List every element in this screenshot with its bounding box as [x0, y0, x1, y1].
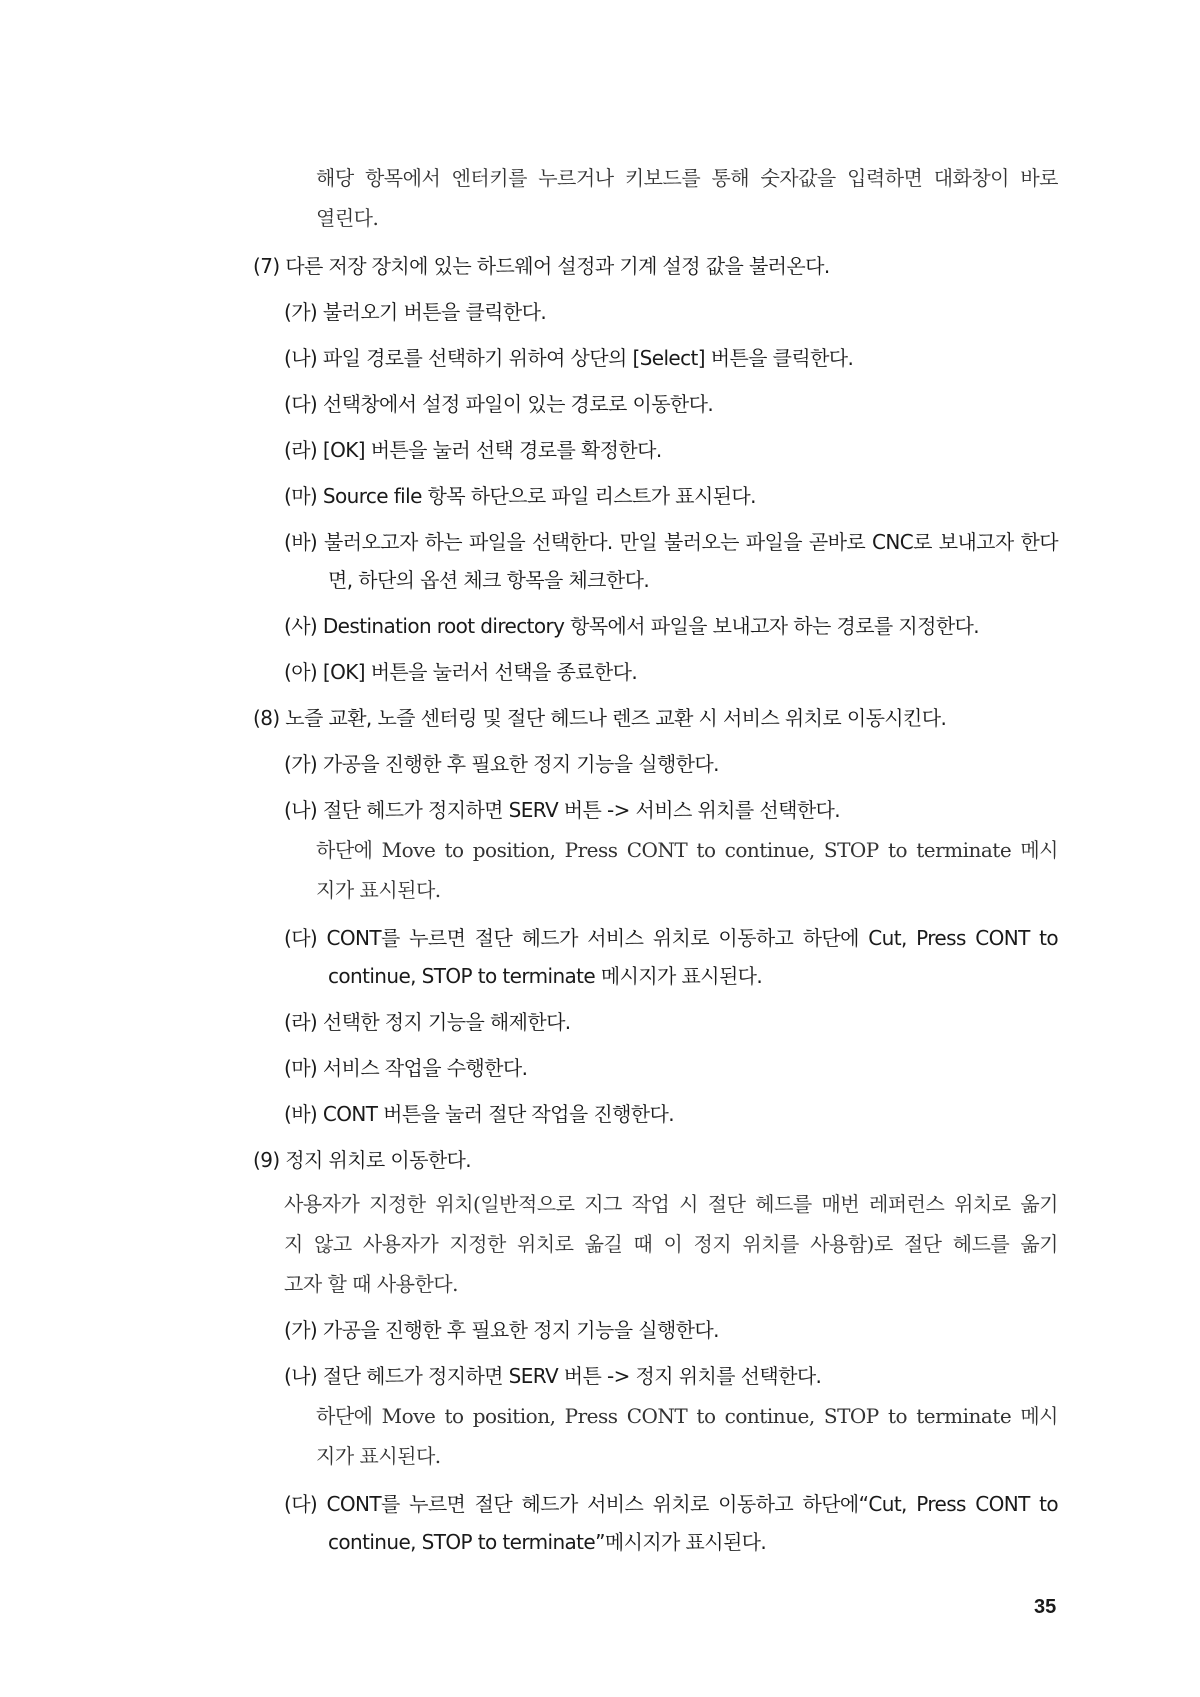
- text-line: (가) 가공을 진행한 후 필요한 정지 기능을 실행한다.: [284, 1318, 719, 1342]
- text-line: 지가 표시된다.: [316, 1444, 441, 1468]
- text-line: 하단에 Move to position, Press CONT to continue, STOP to terminate 메시: [316, 838, 1058, 862]
- text-line: 해당 항목에서 엔터키를 누르거나 키보드를 통해 숫자값을 입력하면 대화창이 바로: [316, 166, 1058, 190]
- text-line: (가) 가공을 진행한 후 필요한 정지 기능을 실행한다.: [284, 752, 719, 776]
- page-number: 35: [1034, 1596, 1057, 1618]
- text-line: (라) [OK] 버튼을 눌러 선택 경로를 확정한다.: [284, 438, 662, 462]
- text-line: (사) Destination root directory 항목에서 파일을 보내고자 하는 경로를 지정한다.: [284, 614, 980, 638]
- text-line: (나) 절단 헤드가 정지하면 SERV 버튼 -> 서비스 위치를 선택한다.: [284, 798, 841, 822]
- text-line: (다) CONT를 누르면 절단 헤드가 서비스 위치로 이동하고 하단에 Cut, Press CONT to: [284, 926, 1058, 950]
- text-line: (7) 다른 저장 장치에 있는 하드웨어 설정과 기계 설정 값을 불러온다.: [253, 254, 830, 278]
- text-line: 지가 표시된다.: [316, 878, 441, 902]
- text-line: (바) 불러오고자 하는 파일을 선택한다. 만일 불러오는 파일을 곧바로 CNC로 보내고자 한다: [284, 530, 1058, 554]
- text-line: 고자 할 때 사용한다.: [284, 1272, 458, 1296]
- text-line: 열린다.: [316, 206, 379, 230]
- text-line: continue, STOP to terminate 메시지가 표시된다.: [328, 964, 763, 988]
- text-line: (다) 선택창에서 설정 파일이 있는 경로로 이동한다.: [284, 392, 714, 416]
- text-line: (나) 파일 경로를 선택하기 위하여 상단의 [Select] 버튼을 클릭한다.: [284, 346, 854, 370]
- text-line: (마) 서비스 작업을 수행한다.: [284, 1056, 528, 1080]
- text-line: 사용자가 지정한 위치(일반적으로 지그 작업 시 절단 헤드를 매번 레퍼런스 위치로 옮기: [284, 1192, 1058, 1216]
- text-line: 면, 하단의 옵션 체크 항목을 체크한다.: [328, 568, 650, 592]
- text-line: 하단에 Move to position, Press CONT to continue, STOP to terminate 메시: [316, 1404, 1058, 1428]
- text-line: (바) CONT 버튼을 눌러 절단 작업을 진행한다.: [284, 1102, 674, 1126]
- text-line: (9) 정지 위치로 이동한다.: [253, 1148, 472, 1172]
- text-line: (라) 선택한 정지 기능을 해제한다.: [284, 1010, 571, 1034]
- text-line: (마) Source file 항목 하단으로 파일 리스트가 표시된다.: [284, 484, 756, 508]
- text-line: (아) [OK] 버튼을 눌러서 선택을 종료한다.: [284, 660, 638, 684]
- text-line: 지 않고 사용자가 지정한 위치로 옮길 때 이 정지 위치를 사용함)로 절단 헤드를 옮기: [284, 1232, 1058, 1256]
- text-line: continue, STOP to terminate”메시지가 표시된다.: [328, 1530, 767, 1554]
- text-line: (8) 노즐 교환, 노즐 센터링 및 절단 헤드나 렌즈 교환 시 서비스 위치로 이동시킨다.: [253, 706, 947, 730]
- text-line: (다) CONT를 누르면 절단 헤드가 서비스 위치로 이동하고 하단에“Cut, Press CONT to: [284, 1492, 1058, 1516]
- text-line: (나) 절단 헤드가 정지하면 SERV 버튼 -> 정지 위치를 선택한다.: [284, 1364, 822, 1388]
- text-line: (가) 불러오기 버튼을 클릭한다.: [284, 300, 547, 324]
